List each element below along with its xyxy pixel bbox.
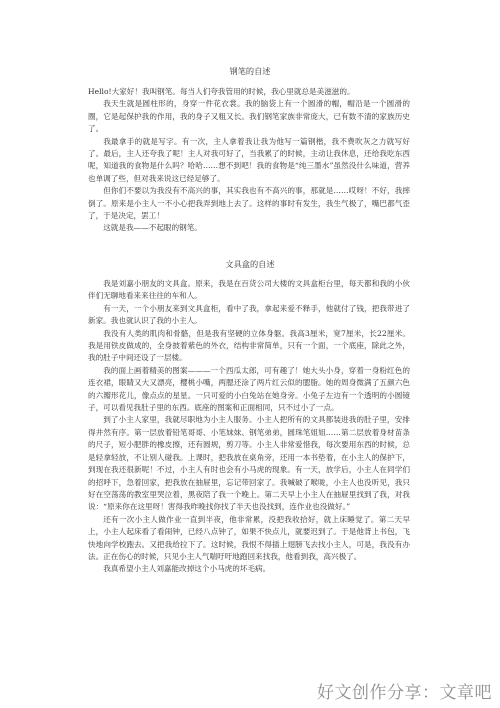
paragraph: 我最拿手的就是写字。有一次，主人拿着我让我为他写一篇钢楷，我不费吹灰之力就写好了。最后，主人还夸我了呢！主人对我可好了，当我累了的时候，主动让我休息，还给我吃东西呢，知道我的食物是什么吗？哈哈……想不到吧！我的食物是“纯三墨水”虽然没什么味道，营养也单调了些，但对我来说这已经足够了。: [88, 136, 410, 183]
paragraph: 我天生就是圆柱形的，身穿一件花衣裳。我的脑袋上有一个圆滑的帽，帽沿是一个圆滑的圈，它是起保护我的作用，我的身子又粗又长。我们钢笔家族非常庞大，已有数不清的家族历史了。: [88, 99, 410, 134]
paragraph: 我真希望小主人刘嘉能改掉这个小马虎的坏毛病。: [103, 564, 271, 574]
paragraph: 但你们不要以为我没有不高兴的事，其实我也有不高兴的事，那就是……哎呀！不好，我摔倒了。原来是小主人一不小心把我弄到地上去了。这样的事时有发生，我生气极了，嘴巴都气歪了，于是决定，罢工！: [88, 186, 410, 221]
paragraph: 我是刘嘉小朋友的文具盒。原来，我是在百货公司大楼的文具盒柜台里，每天都和我的小伙伴们无聊地看来来往往的车和人。: [88, 279, 410, 301]
paragraph: 有一天，一个小朋友来到文具盒柜，看中了我，拿起来爱不释手，他就付了钱，把我带进了新家。我也就认识了我的小主人。: [88, 303, 410, 326]
paragraph: 到了小主人家里，我就尽职地为小主人服务。小主人把所有的文具都装进我的肚子里，安排得井然有序。第一层放着铅笔哥哥、小笔妹妹、钢笔弟弟，圆珠笔姐姐……第二层放着身材苗条的尺子，短小肥胖的橡皮擦，还有圆规，剪刀等。小主人非常爱惜我，每次要用东西的时候，总是轻拿轻放，不让别人碰我。上课时，把我放在桌角旁，还用一本书垫着，在小主人的保护下，到现在我还很新呢！不过，小主人有时也会有小马虎的现象。有一天，放学后，小主人在同学们的招呼下，急着回家，把我放在抽屉里，忘记带回家了。我喊破了喉咙，小主人也没听见，我只好在空荡荡的教室里哭泣着，黑夜陪了我一个晚上。第二天早上小主人在抽屉里找到了我，对我说：“原来你在这里呀！害得我昨晚找你找了半天也没找到，连作业也没做好。”: [88, 415, 410, 512]
essay-1-body: [88, 86, 410, 235]
watermark-text: 好文创作分享：文章吧: [317, 683, 492, 703]
paragraph: Hello!大家好！我叫钢笔。每当人们夸我管用的时候，我心里就总是美滋滋的。: [88, 87, 355, 96]
paragraph: 还有一次小主人做作业一直到半夜，他非常累，没把我收拾好，就上床睡觉了。第二天早上，小主人起床看了看闹钟，已经八点钟了，如果不快点儿，就要迟到了。于是他背上书包，飞快地向学校跑去。又把我给拉下了。这时候，我恨不得插上翅膀飞去找小主人，可是，我没有办法。正在伤心的时候，只见小主人气喘吁吁地跑回来找我，他看到我，高兴极了。: [88, 514, 410, 561]
essay-1-title: 钢笔的自述: [229, 66, 271, 76]
essay-2-title: 文具盒的自述: [225, 259, 275, 269]
paragraph: 这就是我——不起眼的钢笔。: [103, 223, 202, 233]
paragraph: 我的面上画着精美的图案———一个西瓜太郎，可有趣了！她大头小身，穿着一身粉红色的连衣裙，眼睛又大又漂亮，樱桃小嘴，两腮还涂了两片红云似的腮脂。她的周身微满了五颜六色的六瓣形花儿，像点点的星星。一只可爱的小白兔站在她身旁。小兔子左边有一个透明的小圆镜子，可以看见我肚子里的东西。底座的图案和正面相同，只不过小了一点。: [88, 365, 410, 413]
paragraph: 我没有人类的肌肉和骨骼，但是我有坚硬的立体身躯。我高3厘米，宽7厘米，长22厘米。我是用铁皮做成的，全身披着紫色的外衣，结构非常简单，只有一个面，一个底座，除此之外，我的肚子中间还设了一层楼。: [88, 328, 410, 363]
essay-2-body: [88, 278, 410, 576]
